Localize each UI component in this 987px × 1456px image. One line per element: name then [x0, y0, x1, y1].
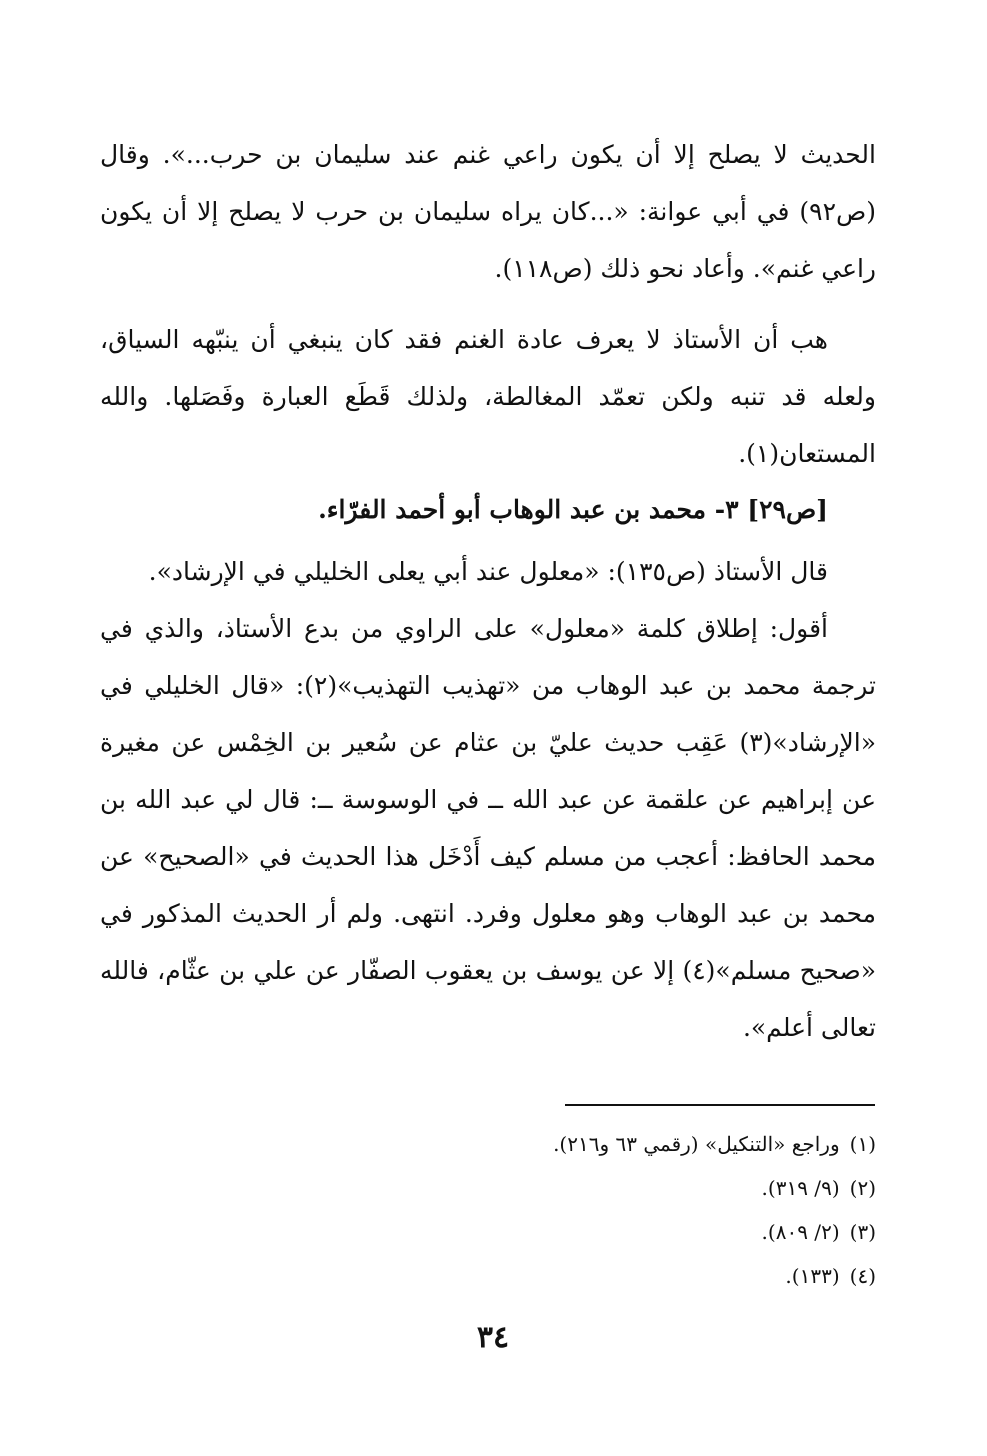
section-heading: [ص٢٩] ٣- محمد بن عبد الوهاب أبو أحمد الفرّاء. [318, 495, 828, 524]
footnote-number: (٤) [849, 1264, 876, 1288]
footnote-number: (١) [849, 1132, 876, 1156]
paragraph-quote: قال الأستاذ (ص١٣٥): «معلول عند أبي يعلى الخليلي في الإرشاد». [148, 557, 828, 586]
footnote-number: (٣) [849, 1220, 876, 1244]
paragraph-context: هب أن الأستاذ لا يعرف عادة الغنم فقد كان ينبغي أن ينبّهه السياق، ولعله قد تنبه ولكن تعمّد المغالطة، ولذلك قَطَع العبارة وفَصَلها. والله المستعان(١). [100, 325, 876, 468]
footnote-item [500, 1122, 876, 1166]
paragraph-continuation: الحديث لا يصلح إلا أن يكون راعي غنم عند سليمان بن حرب...». وقال (ص٩٢) في أبي عوانة: «...كان يراه سليمان بن حرب لا يصلح إلا أن يكون راعي غنم». وأعاد نحو ذلك (ص١١٨). [100, 140, 876, 283]
paragraph-response: أقول: إطلاق كلمة «معلول» على الراوي من بدع الأستاذ، والذي في ترجمة محمد بن عبد الوهاب من «تهذيب التهذيب»(٢): «قال الخليلي في «الإرشاد»(٣) عَقِب حديث عليّ بن عثام عن سُعير بن الخِمْس عن مغيرة عن إبراهيم عن علقمة عن عبد الله ــ في الوسوسة ــ: قال لي عبد الله بن محمد الحافظ: أعجب من مسلم كيف أَدْخَل هذا الحديث في «الصحيح» عن محمد بن عبد الوهاب وهو معلول وفرد. انتهى. ولم أر الحديث المذكور في «صحيح مسلم»(٤) إلا عن يوسف بن يعقوب الصفّار عن علي بن عثّام، فالله تعالى أعلم». [100, 614, 876, 1042]
footnote-text: (١٣٣). [785, 1264, 840, 1288]
footnote-text: (٢/ ٨٠٩). [761, 1220, 840, 1244]
footnote-item [500, 1254, 876, 1298]
footnote-text: (٩/ ٣١٩). [761, 1176, 840, 1200]
footnote-divider [565, 1104, 875, 1106]
page-number: ٣٤ [476, 1320, 510, 1355]
footnote-item [500, 1210, 876, 1254]
footnotes [500, 1122, 876, 1298]
footnote-text: وراجع «التنكيل» (رقمي ٦٣ و٢١٦). [553, 1132, 840, 1156]
footnote-number: (٢) [849, 1176, 876, 1200]
footnote-item [500, 1166, 876, 1210]
